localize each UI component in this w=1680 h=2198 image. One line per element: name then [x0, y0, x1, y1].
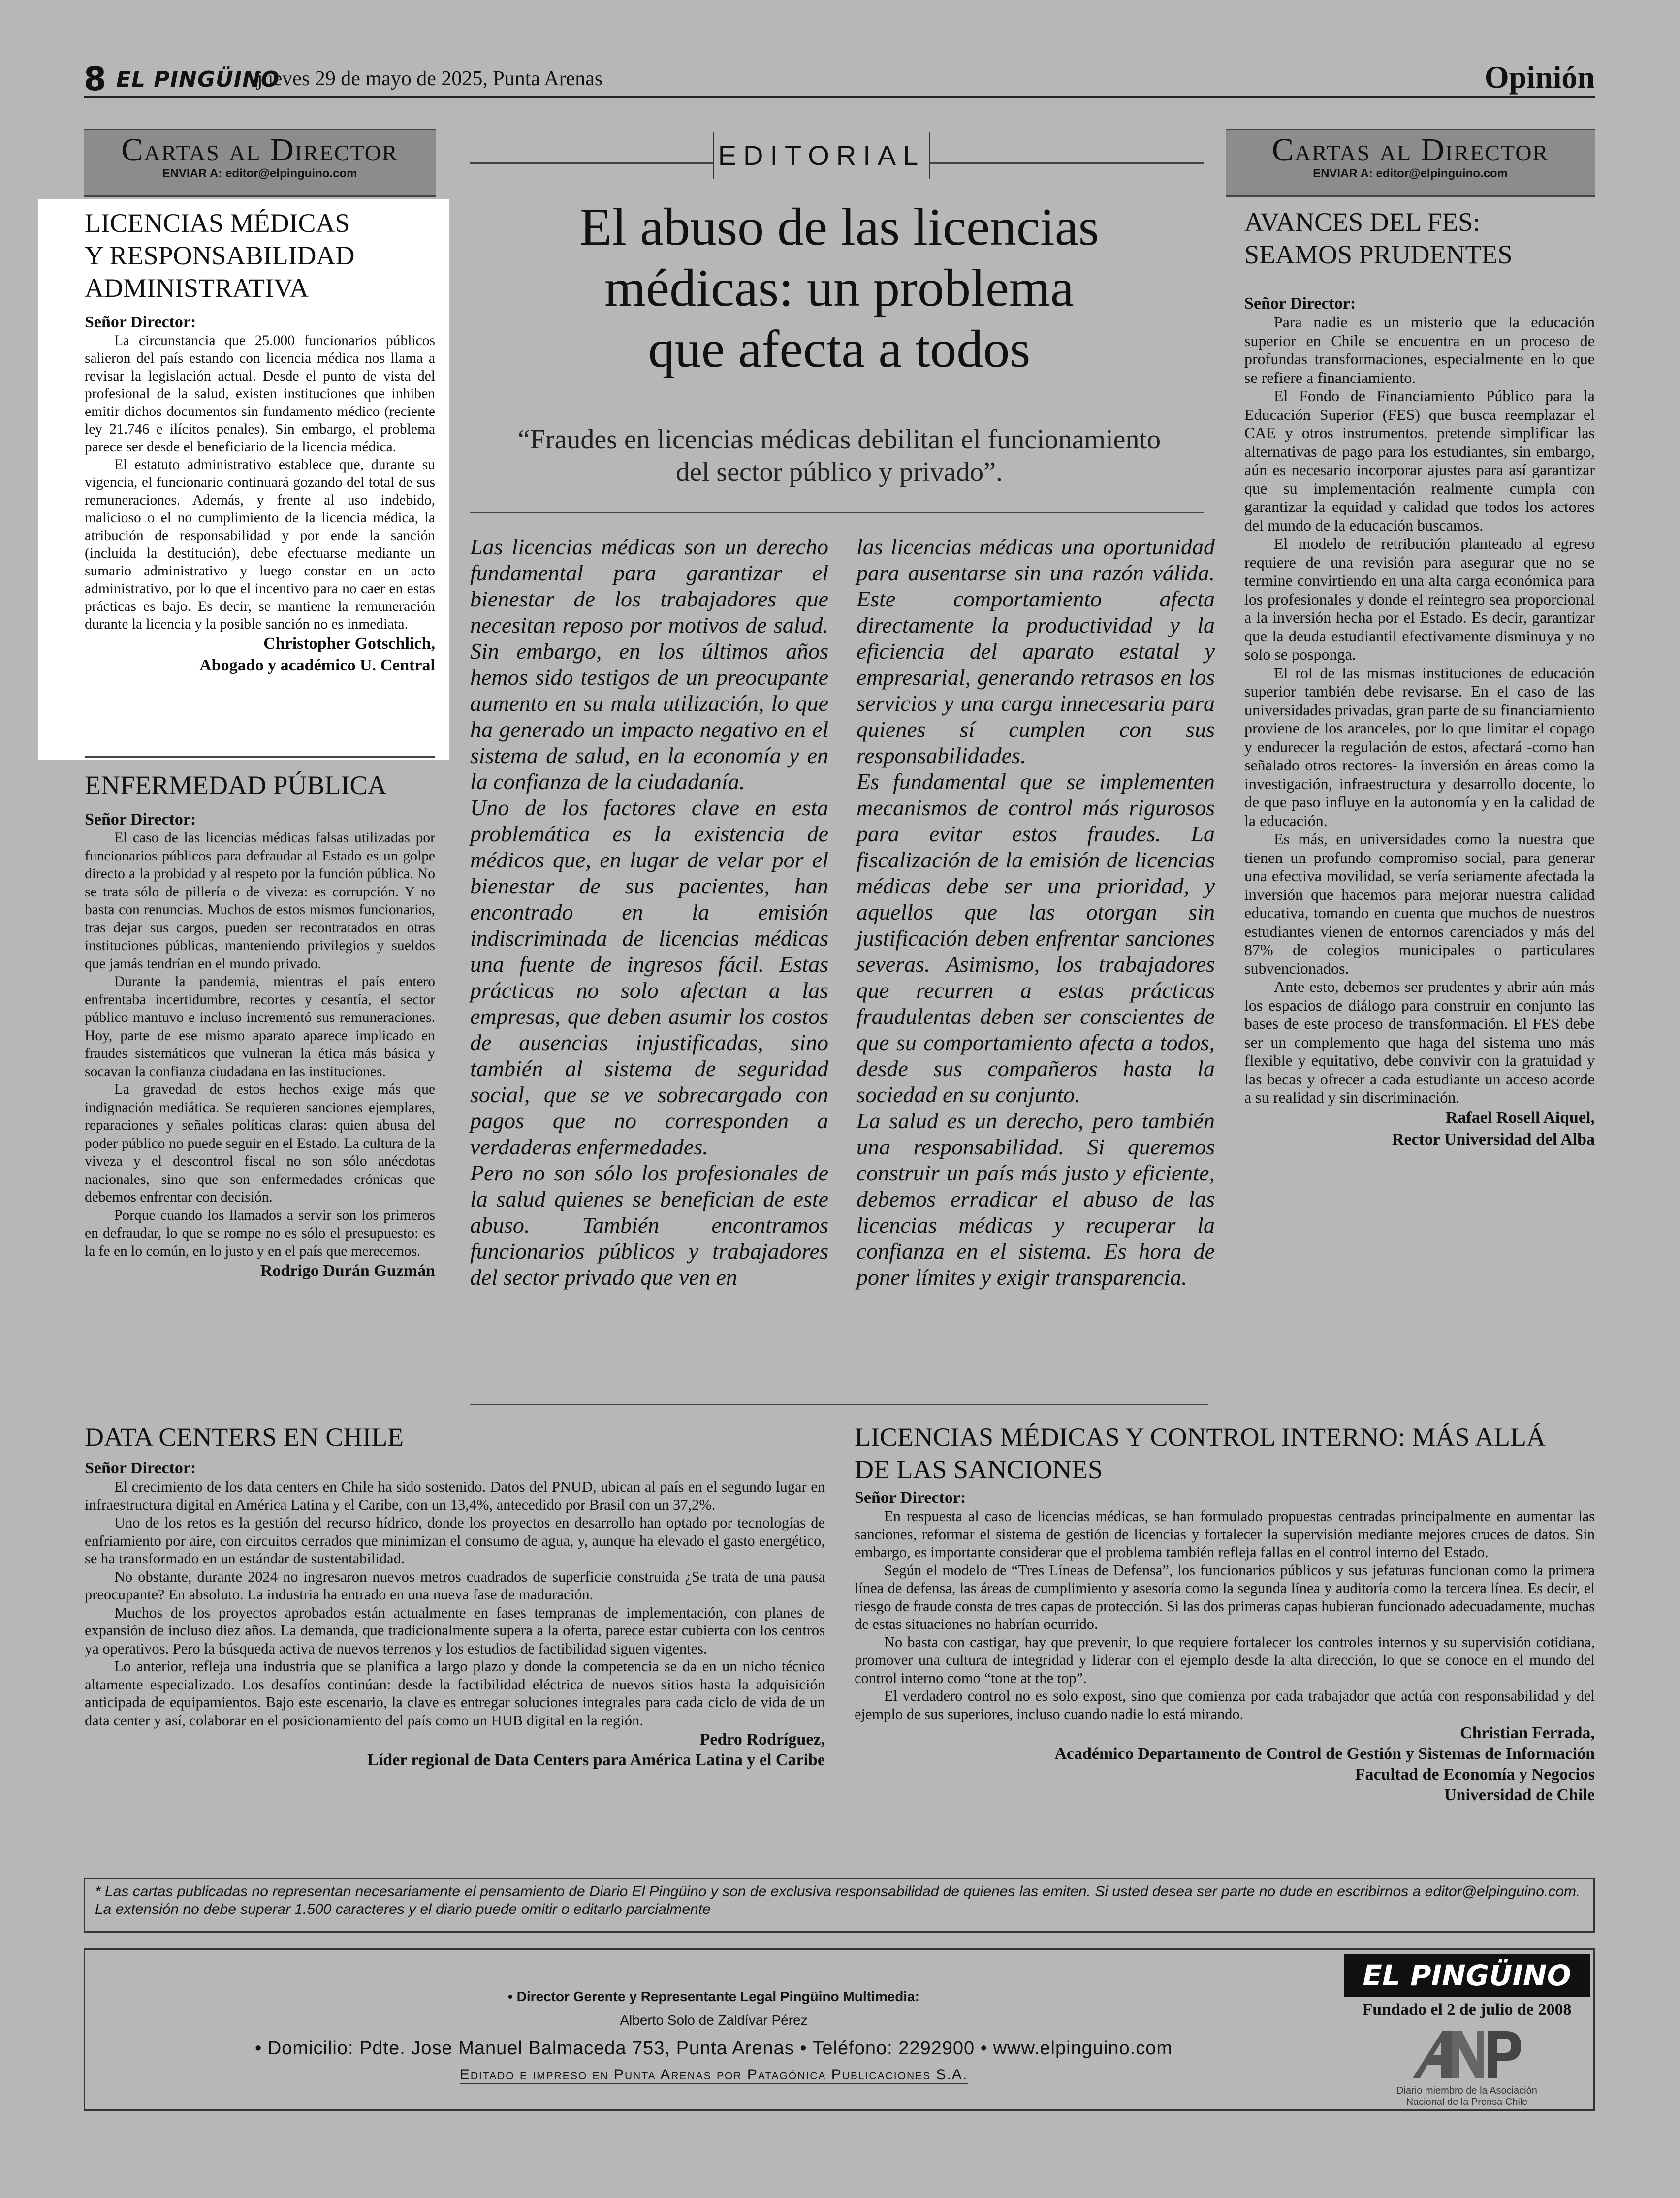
cartas-email: ENVIAR A: editor@elpinguino.com — [1313, 167, 1508, 180]
letter-body — [1244, 313, 1595, 1107]
letter-licencias — [85, 207, 435, 676]
letter-datacenters — [85, 1421, 825, 1771]
letter-paragraph: El caso de las licencias médicas falsas utilizadas por funcionarios públicos para defraudar al Estado es un golpe directo a la probidad y al respeto por la función pública. No se trata sólo de pillería o de viveza: es corrupción. Y no basta con renuncias. Muchos de estos mismos funcionarios, tras dejar sus cargos, pueden ser recontratados en otras instituciones públicas, manteniendo privilegios y sueldos que jamás tendrían en el mundo privado. — [85, 830, 435, 972]
disclaimer: * Las cartas publicadas no representan necesariamente el pensamiento de Diario El Pingüino y son de exclusiva responsabilidad de quienes las emiten. Si usted desea ser parte no dude en escribirnos a editor@elpinguino.com. La extensión no debe superar 1.500 caracteres y el diario puede omitir o editarlo parcialmente — [84, 1878, 1595, 1933]
letter-title: ENFERMEDAD PÚBLICA — [85, 770, 387, 800]
editorial-title — [473, 197, 1206, 380]
footer-director-label: • Director Gerente y Representante Legal Pingüino Multimedia: — [508, 1989, 919, 2004]
letter-paragraph: Uno de los retos es la gestión del recurso hídrico, donde los proyectos en desarrollo han optado por tecnologías de enfriamiento por aire, con circuitos cerrados que minimizan el consumo de agua, y, aunque ha elevado el gasto energético, se ha transformado en un estándar de sustentabilidad. — [85, 1514, 825, 1567]
cartas-header-right — [1226, 129, 1595, 197]
letter-title — [85, 207, 435, 304]
editorial-subtitle-line: del sector público y privado”. — [675, 457, 1003, 487]
letter-title-line: SEAMOS PRUDENTES — [1244, 240, 1513, 269]
letter-paragraph: La circunstancia que 25.000 funcionarios públicos salieron del país estando con licencia médica nos llama a revisar la legislación actual. Desde el punto de vista del profesional de la salud, existen instituciones que inhiben emitir dichos documentos sin fundamento médico (reciente ley 21.746 e ilícitos penales). Sin embargo, el problema parece ser desde el beneficiario de la licencia médica. — [85, 333, 435, 455]
editorial-paragraph: Las licencias médicas son un derecho fundamental para garantizar el bienestar de los trabajadores que necesitan reposo por motivos de salud. Sin embargo, en los últimos años hemos sido testigos de un preocupante aumento en su mala utilización, lo que ha generado un impacto negativo en el sistema de salud, en la economía y en la confianza de la ciudadanía. — [470, 534, 828, 794]
cartas-header-left — [84, 129, 436, 197]
anp-caption-line: Diario miembro de la Asociación — [1396, 2085, 1537, 2096]
letter-salutation: Señor Director: — [85, 313, 196, 331]
letter-paragraph: En respuesta al caso de licencias médicas, se han formulado propuestas centradas principalmente en aumentar las sanciones, reformar el sistema de gestión de licencias y fortalecer la supervisión mediante mejores cruces de datos. Sin embargo, es importante considerar que el problema también refleja fallas en el control interno del Estado. — [855, 1508, 1595, 1561]
signature-line: Christian Ferrada, — [1460, 1724, 1595, 1742]
letter-title: DATA CENTERS EN CHILE — [85, 1422, 404, 1452]
header-date: jueves 29 de mayo de 2025, Punta Arenas — [257, 67, 603, 90]
letter-signature — [855, 1723, 1595, 1806]
letter-paragraph: Según el modelo de “Tres Líneas de Defensa”, los funcionarios públicos y sus jefaturas funcionan como la primera línea de defensa, las áreas de cumplimiento y asesoría como la segunda línea y auditoría como la tercera línea. Es decir, el riesgo de fraude consta de tres capas de protección. Si las dos primeras capas hubieran funcionado adecuadamente, muchas de estas situaciones no habrían ocurrido. — [855, 1561, 1595, 1632]
letter-paragraph: Muchos de los proyectos aprobados están actualmente en fases tempranas de implementación, con planes de expansión de incluso diez años. La demanda, que tradicionalmente supera a la oferta, parece estar cubierta con los centros ya operativos. Pero la búsqueda activa de nuevos terrenos y los estudios de factibilidad siguen vigentes. — [85, 1604, 825, 1657]
editorial-title-line: médicas: un problema — [604, 259, 1074, 318]
letter-title-line: DE LAS SANCIONES — [855, 1455, 1103, 1484]
footer-director-name: Alberto Solo de Zaldívar Pérez — [620, 2012, 808, 2028]
letter-paragraph: Porque cuando los llamados a servir son los primeros en defraudar, lo que se rompe no es sólo el presupuesto: es la fe en lo común, en lo justo y en el país que merecemos. — [85, 1207, 435, 1259]
page-header — [84, 60, 1595, 98]
header-logo: EL PINGÜINO — [116, 67, 280, 92]
letter-body — [85, 829, 435, 1260]
signature-line: Líder regional de Data Centers para América Latina y el Caribe — [367, 1751, 825, 1769]
signature-line: Rafael Rosell Aiquel, — [1445, 1108, 1595, 1127]
footer-founded: Fundado el 2 de julio de 2008 — [1362, 2001, 1572, 2019]
letter-body — [85, 332, 435, 633]
editorial-column-2 — [856, 534, 1215, 1290]
editorial-subtitle-line: “Fraudes en licencias médicas debilitan el funcionamiento — [517, 424, 1161, 455]
page-number: 8 — [84, 60, 106, 98]
editorial-paragraph: Es fundamental que se implementen mecanismos de control más rigurosos para evitar estos fraudes. La fiscalización de la emisión de licencias médicas debe ser una prioridad, y aquellos que las otorgan sin justificación deben enfrentar sanciones severas. Asimismo, los trabajadores que recurren a estas prácticas fraudulentas deben ser conscientes de que su comportamiento afecta a todos, desde sus compañeros hasta la sociedad en su conjunto. — [856, 769, 1215, 1107]
letter-title-line: ADMINISTRATIVA — [85, 273, 309, 303]
editorial-label: EDITORIAL — [713, 132, 930, 179]
anp-caption — [1359, 2085, 1575, 2108]
letter-paragraph: Para nadie es un misterio que la educación superior en Chile se encuentra en un proceso de profundas transformaciones, especialmente en lo que se refiere a financiamiento. — [1244, 313, 1595, 386]
letter-title-line: Y RESPONSABILIDAD — [85, 241, 355, 270]
letter-title-line: AVANCES DEL FES: — [1244, 207, 1481, 237]
cartas-email: ENVIAR A: editor@elpinguino.com — [162, 167, 357, 180]
editorial-bottom-rule — [470, 1404, 1208, 1405]
letter-enfermedad — [85, 769, 435, 1282]
signature-line: Académico Departamento de Control de Gestión y Sistemas de Información — [1054, 1745, 1595, 1763]
letter-paragraph: El modelo de retribución planteado al egreso requiere de una revisión para asegurar que no se termine convirtiendo en una alta carga económica para los profesionales y donde el reintegro sea proporcional a la inversión hecha por el Estado. Es decir, garantizar que la deuda estudiantil efectivamente disminuya y no solo se posponga. — [1244, 535, 1595, 663]
editorial-title-line: El abuso de las licencias — [579, 198, 1099, 256]
footer-edited-wrap — [89, 2067, 1339, 2083]
letter-paragraph: El verdadero control no es solo expost, sino que comienza por cada trabajador que actúa con responsabilidad y del ejemplo de sus superiores, incluso cuando nadie lo está mirando. — [855, 1688, 1595, 1722]
section-title: Opinión — [1484, 60, 1595, 95]
letter-paragraph: Lo anterior, refleja una industria que se planifica a largo plazo y donde la competencia se da en un nicho técnico altamente especializado. Los desafíos continúan: desde la factibilidad eléctrica de nuevos sitios hasta la adquisición anticipada de equipamientos. Bajo este escenario, la clave es entregar soluciones integrales para cada ciclo de vida de un data center y así, colaborar en el posicionamiento del país como un HUB digital en la región. — [85, 1658, 825, 1729]
signature-line: Abogado y académico U. Central — [199, 656, 435, 674]
letter-signature — [85, 633, 435, 676]
editorial-paragraph: Uno de los factores clave en esta problemática es la existencia de médicos que, en lugar de velar por el bienestar de sus pacientes, han encontrado en la emisión indiscriminada de licencias médicas una fuente de ingresos fácil. Estas prácticas no solo afectan a las empresas, que deben asumir los costos de ausencias injustificadas, sino también al sistema de seguridad social, que se ve sobrecargado con pagos que no corresponden a verdaderas enfermedades. — [470, 795, 828, 1159]
anp-logo-mark — [1378, 2021, 1555, 2095]
letter-fes — [1244, 206, 1595, 1150]
cartas-title: Cartas al Director — [121, 132, 398, 168]
letter-paragraph: El estatuto administrativo establece que, durante su vigencia, el funcionario continuará gozando del total de sus remuneraciones. Además, y frente al uso indebido, malicioso o el no cumplimiento de la licencia médica, la atribución de responsabilidad y por ende la sanción (incluida la destitución), debe efectuarse mediante un sumario administrativo y luego constar en un acto administrativo, por lo que el incentivo para no caer en estas prácticas es bajo. Es decir, se mantiene la remuneración durante la licencia y la posible sanción no es inmediata. — [85, 457, 435, 632]
footer-address: • Domicilio: Pdte. Jose Manuel Balmaceda 753, Punta Arenas • Teléfono: 2292900 • www.elpinguino.com — [254, 2038, 1173, 2059]
letter-title-line: LICENCIAS MÉDICAS — [85, 208, 350, 238]
letter-title-line: LICENCIAS MÉDICAS Y CONTROL INTERNO: MÁS ALLÁ — [855, 1422, 1546, 1452]
letter-paragraph: Ante esto, debemos ser prudentes y abrir aún más los espacios de diálogo para construir en conjunto las bases de este proceso de transformación. El FES debe ser un complemento que haga del sistema uno más flexible y equitativo, debe convivir con la gratuidad y las becas y ofrecer a cada estudiante un acceso acorde a su realidad y sin discriminación. — [1244, 978, 1595, 1106]
signature-line: Facultad de Economía y Negocios — [1355, 1765, 1595, 1784]
letter-paragraph: La gravedad de estos hechos exige más que indignación mediática. Se requieren sanciones ejemplares, reparaciones y señales políticas claras: quien abusa del poder público no puede seguir en el Estado. La cultura de la viveza y el descontrol fiscal no son sólo anécdotas nacionales, sino que son enfermedades crónicas que debemos enfrentar con decisión. — [85, 1082, 435, 1205]
letter-salutation: Señor Director: — [855, 1489, 966, 1507]
letter-body — [855, 1507, 1595, 1723]
editorial-paragraph: las licencias médicas una oportunidad para ausentarse sin una razón válida. Este comportamiento afecta directamente la productividad y la eficiencia del aparato estatal y empresarial, generando retrasos en los servicios y una carga innecesaria para quienes sí cumplen con sus responsabilidades. — [856, 534, 1215, 768]
letter-paragraph: El Fondo de Financiamiento Público para la Educación Superior (FES) que busca reemplazar el CAE y otros instrumentos, pretende simplificar las alternativas de pago para los estudiantes, sin embargo, aún es necesario incorporar ajustes para así garantizar que su implementación realmente cumpla con garantizar la equidad y calidad que todos los actores del mundo de la educación buscamos. — [1244, 387, 1595, 534]
letter-paragraph: No basta con castigar, hay que prevenir, lo que requiere fortalecer los controles internos y su supervisión cotidiana, promover una cultura de integridad y liderar con el ejemplo desde la alta dirección, lo que se conoce en el mundo del control interno como “tone at the top”. — [855, 1633, 1595, 1687]
letter-signature: Rodrigo Durán Guzmán — [260, 1262, 435, 1280]
letter-paragraph: Es más, en universidades como la nuestra que tienen un profundo compromiso social, para generar una efectiva movilidad, se vería seriamente afectada la inversión que hacemos para mejorar nuestra calidad educativa, tomando en cuenta que muchos de nuestros estudiantes vienen de entornos carenciados y más del 87% de colegios municipales o particulares subvencionados. — [1244, 830, 1595, 977]
signature-line: Pedro Rodríguez, — [699, 1730, 825, 1749]
letter-paragraph: Durante la pandemia, mientras el país entero enfrentaba incertidumbre, recortes y cesantía, el sector público mantuvo e incluso incrementó sus remuneraciones. Hoy, parte de ese mismo aparato aparece implicado en fraudes sistemáticos que vulneran la ética más básica y socavan la confianza ciudadana en las instituciones. — [85, 974, 435, 1080]
letter-paragraph: No obstante, durante 2024 no ingresaron nuevos metros cuadrados de superficie construida ¿Se trata de una pausa preocupante? En absoluto. La industria ha entrado en una nueva fase de maduración. — [85, 1568, 825, 1603]
signature-line: Rector Universidad del Alba — [1392, 1130, 1595, 1148]
editorial-subtitle — [473, 423, 1206, 488]
editorial-paragraph: La salud es un derecho, pero también una responsabilidad. Si queremos construir un país más justo y eficiente, debemos erradicar el abuso de las licencias médicas y recuperar la confianza en el sistema. Es hora de poner límites y exigir transparencia. — [856, 1108, 1215, 1290]
editorial-divider — [470, 512, 1204, 513]
letter-salutation: Señor Director: — [85, 810, 196, 828]
letter-paragraph: El crecimiento de los data centers en Chile ha sido sostenido. Datos del PNUD, ubican al país en el segundo lugar en infraestructura digital en América Latina y el Caribe, con un 13,4%, antecedido por Brasil con un 37,2%. — [85, 1478, 825, 1513]
letter-salutation: Señor Director: — [85, 1459, 196, 1477]
signature-line: Christopher Gotschlich, — [263, 635, 435, 653]
anp-logo — [1378, 2021, 1555, 2095]
letter-signature — [1244, 1107, 1595, 1150]
letter-control-interno — [855, 1421, 1595, 1806]
letter-title — [1244, 206, 1595, 271]
footer-logo: EL PINGÜINO — [1344, 1954, 1590, 1997]
footer-edited: Editado e impreso en Punta Arenas por Patagónica Publicaciones S.A. — [459, 2067, 968, 2083]
editorial-column-1 — [470, 534, 828, 1290]
letter-signature — [85, 1729, 825, 1771]
anp-caption-line: Nacional de la Prensa Chile — [1406, 2097, 1528, 2107]
letter-body — [85, 1478, 825, 1729]
divider — [85, 756, 435, 758]
letter-paragraph: El rol de las mismas instituciones de educación superior también debe revisarse. En el caso de las universidades privadas, gran parte de su financiamiento proviene de los aranceles, por lo que limitar el copago y endurecer la regulación de estos, afectará -como han señalado otros rectores- la inversión en áreas como la investigación, infraestructura y desarrollo docente, lo de que paso influye en la autonomía y en la calidad de la educación. — [1244, 664, 1595, 829]
signature-line: Universidad de Chile — [1444, 1786, 1595, 1804]
cartas-title: Cartas al Director — [1271, 132, 1549, 168]
letter-title — [855, 1421, 1595, 1486]
letter-salutation: Señor Director: — [1244, 294, 1356, 313]
editorial-title-line: que afecta a todos — [648, 320, 1031, 379]
editorial-paragraph: Pero no son sólo los profesionales de la salud quienes se benefician de este abuso. También encontramos funcionarios públicos y trabajadores del sector privado que ven en — [470, 1160, 828, 1290]
